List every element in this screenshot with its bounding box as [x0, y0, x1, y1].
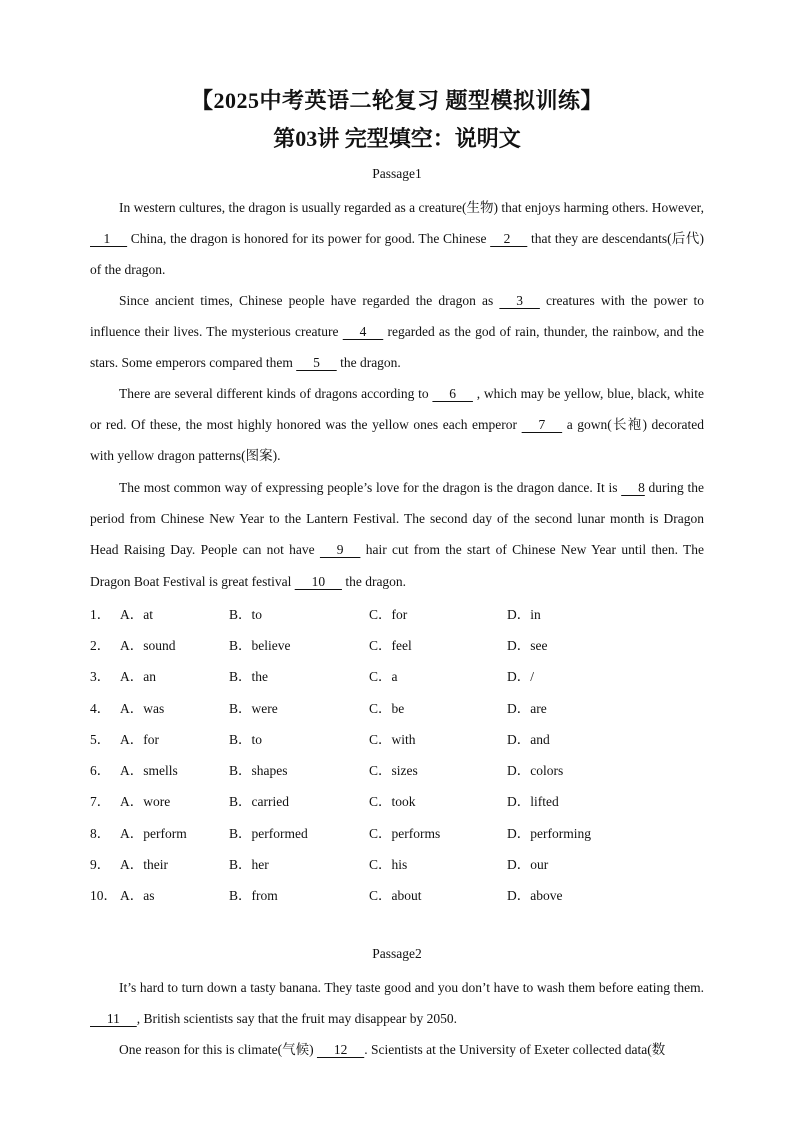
blank-10: 10 [294, 573, 342, 589]
option-b: B．her [229, 857, 269, 872]
document-page: 【2025中考英语二轮复习 题型模拟训练】 第03讲 完型填空：说明文 Passage1 In western cultures, the dragon is usually regarded as a creature(生物) that enjoys harming others. However, 1 China, the dragon is honored for its power for good. The Chinese 2 that they are descendants(后代) of the dragon. Since ancient times, Chinese people have regarded the dragon as 3 creatures with the power to influence their lives. The mysterious creature 4 regarded as the god of rain, thunder, the rainbow, and the stars. Some emperors compared them 5 the dragon. There are several different kinds of dragons according to 6 , which may be yellow, blue, black, white or red. Of these, the most highly honored was the yellow ones each emperor 7 a gown(长袍) decorated with yellow dragon patterns(图案). The most common way of expressing people’s love for the dragon is the dragon dance. It is 8 during the period from Chinese New Year to the Lantern Festival. The second day of the second lunar month is Dragon Head Raising Day. People can not have 9 hair cut from the start of Chinese New Year until then. The Dragon Boat Festival is great festival 10 the dragon. 1． A．at B．to C．for D．in 2． A．sound B．believe C．feel D．see 3． A．an B．the C．a D．/ 4． A．was B．were C．be D．are 5． A．for B．to C．with D．and 6． A．smells B．shapes C．sizes D．colors 7． A．wore B．carried C．took D．lifted 8． A．perform B．performed C．performs D．performing 9． A．their B．her C．his D．our 10． A．as B．from C．about D．above Passage2 It’s hard to turn down a tasty banana. They taste good and you don’t have to wash them before eating them. 11 , British scientists say that the fruit may disappear by 2050. One reason for this is climate(气候) 12 . Scientists at the University of Exeter collected data(数 [0, 0, 794, 1123]
option-d: D．above [507, 888, 563, 903]
passage1-paragraph-4: The most common way of expressing people’s love for the dragon is the dragon dance. It is 8 during the period from Chinese New Year to the Lantern Festival. The second day of the second lunar month is Dragon Head Raising Day. People can not have 9 hair cut from the start of Chinese New Year until then. The Dragon Boat Festival is great festival 10 the dragon. [90, 472, 704, 597]
option-c: C．sizes [369, 763, 418, 778]
passage1-heading: Passage1 [372, 166, 422, 181]
option-b: B．performed [229, 826, 308, 841]
passage1-paragraph-2: Since ancient times, Chinese people have regarded the dragon as 3 creatures with the power to influence their lives. The mysterious creature 4 regarded as the god of rain, thunder, the rainbow, and the stars. Some emperors compared them 5 the dragon. [90, 285, 704, 379]
option-d: D．our [507, 857, 549, 872]
option-c: C．about [369, 888, 422, 903]
option-d: D．lifted [507, 794, 559, 809]
option-b: B．the [229, 669, 268, 684]
option-d: D．/ [507, 669, 534, 684]
option-c: C．with [369, 732, 416, 747]
option-c: C．a [369, 669, 398, 684]
blank-8: 8 [621, 480, 645, 495]
blank-12: 12 [316, 1042, 365, 1057]
blank-2: 2 [490, 231, 528, 247]
blank-3: 3 [499, 293, 540, 308]
option-a: A．an [120, 669, 156, 684]
blank-11: 11 [90, 1011, 137, 1027]
page-subtitle: 第03讲 完型填空：说明文 [273, 126, 521, 151]
blank-7: 7 [521, 417, 563, 433]
blank-9: 9 [319, 542, 361, 558]
blank-6: 6 [432, 386, 473, 401]
passage1-paragraph-3: There are several different kinds of dragons according to 6 , which may be yellow, blue, black, white or red. Of these, the most highly honored was the yellow ones each emperor 7 a gown(长袍) decorated with yellow dragon patterns(图案). [90, 378, 704, 472]
option-b: B．to [229, 607, 263, 622]
option-a: A．smells [120, 763, 178, 778]
option-b: B．were [229, 701, 278, 716]
option-a: A．was [120, 701, 165, 716]
passage2-paragraph-1: It’s hard to turn down a tasty banana. They taste good and you don’t have to wash them before eating them. 11 , British scientists say that the fruit may disappear by 2050. [90, 972, 704, 1034]
passage2-paragraph-2: One reason for this is climate(气候) 12 . Scientists at the University of Exeter collected data(数 [90, 1034, 704, 1066]
option-a: A．perform [120, 826, 187, 841]
option-c: C．performs [369, 826, 441, 841]
blank-5: 5 [296, 355, 337, 371]
option-d: D．performing [507, 826, 591, 841]
option-b: B．from [229, 888, 278, 903]
option-c: C．be [369, 701, 405, 716]
option-b: B．carried [229, 794, 289, 809]
blank-4: 4 [342, 324, 384, 340]
option-c: C．took [369, 794, 416, 809]
option-a: A．their [120, 857, 168, 872]
option-a: A．at [120, 607, 153, 622]
blank-1: 1 [90, 231, 128, 247]
option-d: D．in [507, 607, 541, 622]
option-a: A．as [120, 888, 155, 903]
option-a: A．wore [120, 794, 171, 809]
option-d: D．see [507, 638, 548, 653]
option-c: C．feel [369, 638, 412, 653]
page-title: 【2025中考英语二轮复习 题型模拟训练】 [190, 88, 603, 113]
option-b: B．believe [229, 638, 291, 653]
option-a: A．for [120, 732, 159, 747]
passage2-heading: Passage2 [372, 946, 422, 961]
passage1-paragraph-1: In western cultures, the dragon is usually regarded as a creature(生物) that enjoys harming others. However, 1 China, the dragon is honored for its power for good. The Chinese 2 that they are descendants(后代) of the dragon. [90, 200, 705, 278]
option-d: D．colors [507, 763, 564, 778]
option-a: A．sound [120, 638, 176, 653]
option-b: B．to [229, 732, 263, 747]
option-d: D．and [507, 732, 550, 747]
option-c: C．his [369, 857, 408, 872]
option-c: C．for [369, 607, 408, 622]
option-d: D．are [507, 701, 547, 716]
option-b: B．shapes [229, 763, 288, 778]
